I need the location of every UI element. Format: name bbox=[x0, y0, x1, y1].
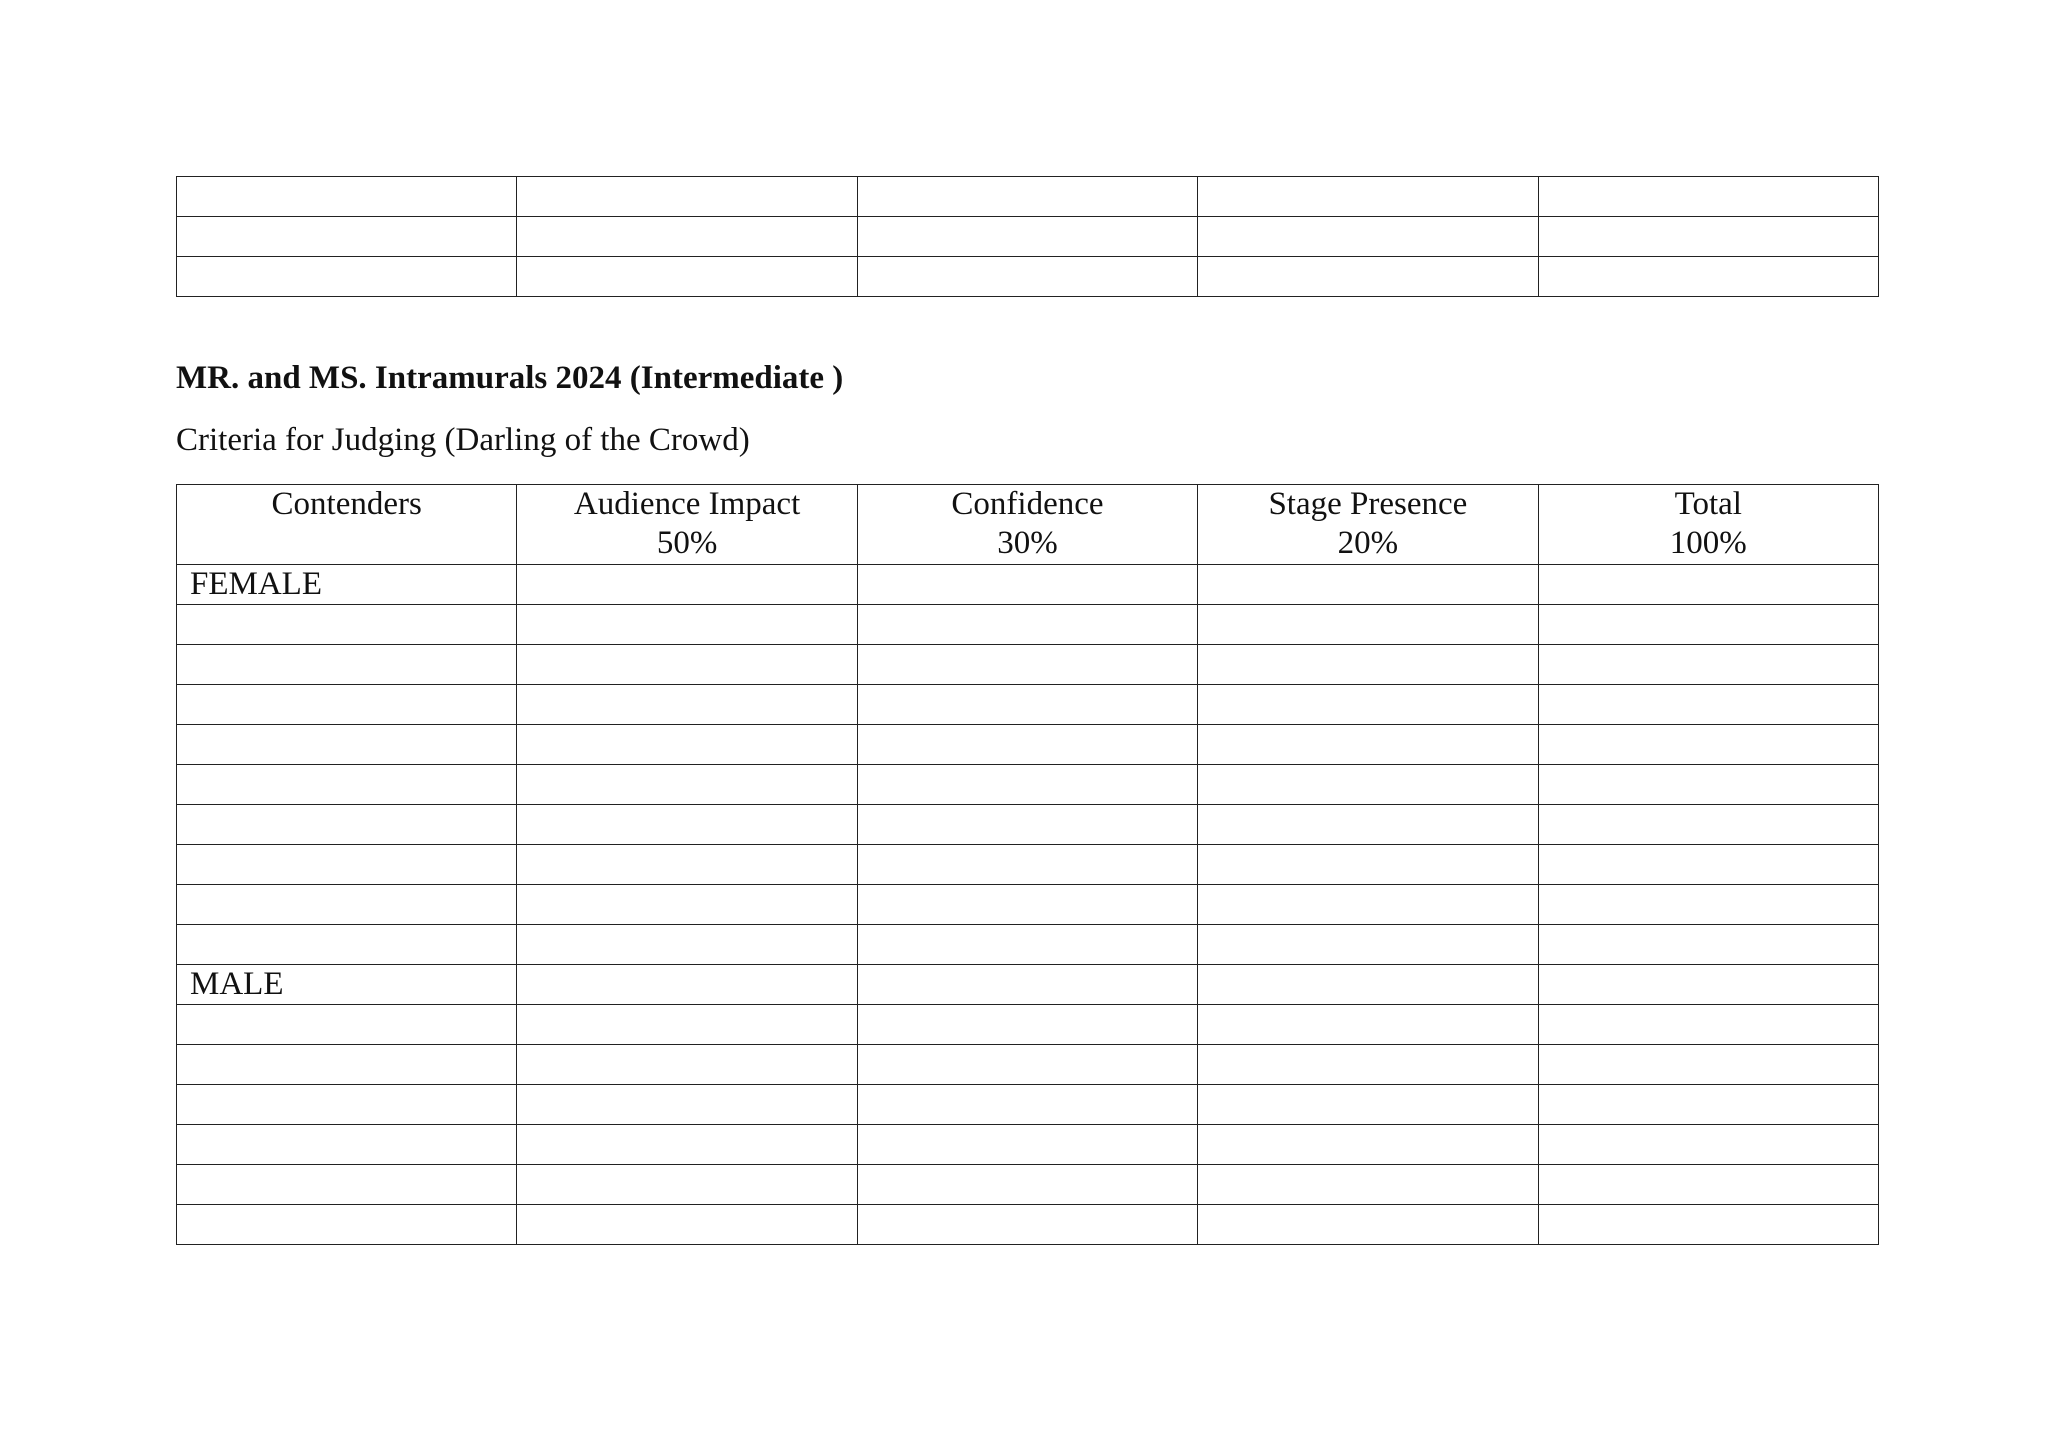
table-row bbox=[177, 645, 1879, 685]
table-row bbox=[177, 1205, 1879, 1245]
score-cell bbox=[517, 1085, 857, 1125]
table-row bbox=[177, 1165, 1879, 1205]
score-cell bbox=[517, 257, 857, 297]
judging-table-body bbox=[177, 565, 1879, 1245]
score-cell bbox=[857, 1085, 1197, 1125]
judging-table-header bbox=[177, 485, 1879, 565]
score-cell bbox=[1538, 885, 1878, 925]
score-cell bbox=[177, 645, 517, 685]
score-cell bbox=[857, 565, 1197, 605]
score-cell bbox=[517, 217, 857, 257]
score-cell bbox=[517, 1205, 857, 1245]
score-cell bbox=[177, 685, 517, 725]
score-cell bbox=[1198, 1045, 1538, 1085]
header-row bbox=[177, 485, 1879, 565]
score-cell bbox=[857, 177, 1197, 217]
table-row bbox=[177, 1005, 1879, 1045]
score-cell bbox=[177, 925, 517, 965]
score-cell bbox=[857, 257, 1197, 297]
table-row bbox=[177, 1085, 1879, 1125]
score-cell bbox=[177, 1045, 517, 1085]
score-cell bbox=[1538, 565, 1878, 605]
score-cell bbox=[857, 1165, 1197, 1205]
score-cell bbox=[1538, 725, 1878, 765]
score-cell bbox=[517, 1165, 857, 1205]
score-cell bbox=[177, 217, 517, 257]
score-cell bbox=[177, 177, 517, 217]
score-cell bbox=[1538, 1165, 1878, 1205]
table-row bbox=[177, 725, 1879, 765]
header-contenders bbox=[177, 485, 517, 565]
score-cell bbox=[517, 845, 857, 885]
score-cell bbox=[1538, 1005, 1878, 1045]
score-cell bbox=[177, 605, 517, 645]
score-cell bbox=[1198, 257, 1538, 297]
score-cell bbox=[177, 805, 517, 845]
document-subtitle: Criteria for Judging (Darling of the Crowd) bbox=[176, 422, 750, 458]
header-weight: 50% bbox=[656, 525, 718, 561]
table-row bbox=[177, 885, 1879, 925]
header-weight: 30% bbox=[997, 525, 1058, 561]
score-cell bbox=[177, 765, 517, 805]
score-cell bbox=[1538, 965, 1878, 1005]
score-cell bbox=[1538, 177, 1878, 217]
score-cell bbox=[1198, 1125, 1538, 1165]
score-cell bbox=[857, 1125, 1197, 1165]
score-cell bbox=[517, 685, 857, 725]
header-confidence bbox=[857, 485, 1197, 565]
score-cell bbox=[177, 1165, 517, 1205]
score-cell bbox=[857, 725, 1197, 765]
header-label: Confidence bbox=[951, 486, 1104, 522]
score-cell bbox=[857, 217, 1197, 257]
score-cell bbox=[1538, 845, 1878, 885]
score-cell bbox=[1538, 765, 1878, 805]
score-cell bbox=[1198, 685, 1538, 725]
score-cell bbox=[1538, 1085, 1878, 1125]
score-cell bbox=[517, 725, 857, 765]
score-cell bbox=[1538, 925, 1878, 965]
score-cell bbox=[1198, 845, 1538, 885]
score-cell bbox=[177, 1205, 517, 1245]
score-cell bbox=[1198, 885, 1538, 925]
score-cell bbox=[1538, 1125, 1878, 1165]
header-label: Audience Impact bbox=[573, 486, 801, 522]
section-label-female: FEMALE bbox=[177, 565, 517, 605]
score-cell bbox=[1198, 565, 1538, 605]
score-cell bbox=[177, 845, 517, 885]
score-cell bbox=[857, 965, 1197, 1005]
score-cell bbox=[857, 1005, 1197, 1045]
score-cell bbox=[177, 257, 517, 297]
header-weight: 100% bbox=[1669, 525, 1747, 561]
score-cell bbox=[857, 765, 1197, 805]
score-cell bbox=[857, 805, 1197, 845]
table-row bbox=[177, 565, 1879, 605]
score-cell bbox=[1198, 725, 1538, 765]
table-row bbox=[177, 845, 1879, 885]
score-cell bbox=[1538, 685, 1878, 725]
score-cell bbox=[857, 1205, 1197, 1245]
score-cell bbox=[857, 685, 1197, 725]
score-cell bbox=[517, 605, 857, 645]
score-cell bbox=[1538, 1045, 1878, 1085]
score-cell bbox=[517, 1045, 857, 1085]
table-row bbox=[177, 605, 1879, 645]
score-cell bbox=[177, 1005, 517, 1045]
score-cell bbox=[177, 1085, 517, 1125]
score-cell bbox=[1198, 177, 1538, 217]
score-cell bbox=[177, 1125, 517, 1165]
score-cell bbox=[177, 725, 517, 765]
table-row bbox=[177, 217, 1879, 257]
score-cell bbox=[517, 565, 857, 605]
header-audience-impact bbox=[517, 485, 857, 565]
header-label: Stage Presence bbox=[1268, 486, 1468, 522]
score-cell bbox=[1198, 645, 1538, 685]
score-cell bbox=[517, 925, 857, 965]
table-row bbox=[177, 1125, 1879, 1165]
score-cell bbox=[857, 925, 1197, 965]
document-title: MR. and MS. Intramurals 2024 (Intermediate ) bbox=[176, 360, 844, 396]
score-cell bbox=[1538, 1205, 1878, 1245]
score-cell bbox=[857, 645, 1197, 685]
score-cell bbox=[1538, 645, 1878, 685]
score-cell bbox=[857, 1045, 1197, 1085]
score-cell bbox=[857, 845, 1197, 885]
header-label: Contenders bbox=[271, 486, 422, 522]
header-weight: 20% bbox=[1337, 525, 1399, 561]
score-cell bbox=[517, 177, 857, 217]
score-cell bbox=[1198, 925, 1538, 965]
score-cell bbox=[1198, 217, 1538, 257]
score-cell bbox=[1198, 765, 1538, 805]
judging-criteria-table bbox=[176, 484, 1879, 1245]
score-cell bbox=[1198, 1085, 1538, 1125]
table-row bbox=[177, 1045, 1879, 1085]
score-cell bbox=[517, 1125, 857, 1165]
score-cell bbox=[1538, 805, 1878, 845]
score-cell bbox=[517, 645, 857, 685]
score-cell bbox=[1198, 1165, 1538, 1205]
score-cell bbox=[857, 605, 1197, 645]
score-cell bbox=[517, 965, 857, 1005]
header-stage-presence bbox=[1198, 485, 1538, 565]
score-cell bbox=[1198, 965, 1538, 1005]
section-label-male: MALE bbox=[177, 965, 517, 1005]
score-cell bbox=[1198, 605, 1538, 645]
table-row bbox=[177, 965, 1879, 1005]
table-row bbox=[177, 765, 1879, 805]
previous-table-continuation bbox=[176, 176, 1879, 297]
table-row bbox=[177, 257, 1879, 297]
table-row bbox=[177, 805, 1879, 845]
table-row bbox=[177, 685, 1879, 725]
table-row bbox=[177, 177, 1879, 217]
score-cell bbox=[1538, 605, 1878, 645]
score-cell bbox=[1198, 1005, 1538, 1045]
header-total bbox=[1538, 485, 1878, 565]
score-cell bbox=[1538, 257, 1878, 297]
score-cell bbox=[1198, 1205, 1538, 1245]
score-cell bbox=[177, 885, 517, 925]
header-label: Total bbox=[1674, 486, 1742, 522]
table-row bbox=[177, 925, 1879, 965]
score-cell bbox=[1198, 805, 1538, 845]
score-cell bbox=[517, 805, 857, 845]
previous-table-body bbox=[177, 177, 1879, 297]
score-cell bbox=[857, 885, 1197, 925]
score-cell bbox=[517, 885, 857, 925]
score-cell bbox=[1538, 217, 1878, 257]
score-cell bbox=[517, 1005, 857, 1045]
score-cell bbox=[517, 765, 857, 805]
